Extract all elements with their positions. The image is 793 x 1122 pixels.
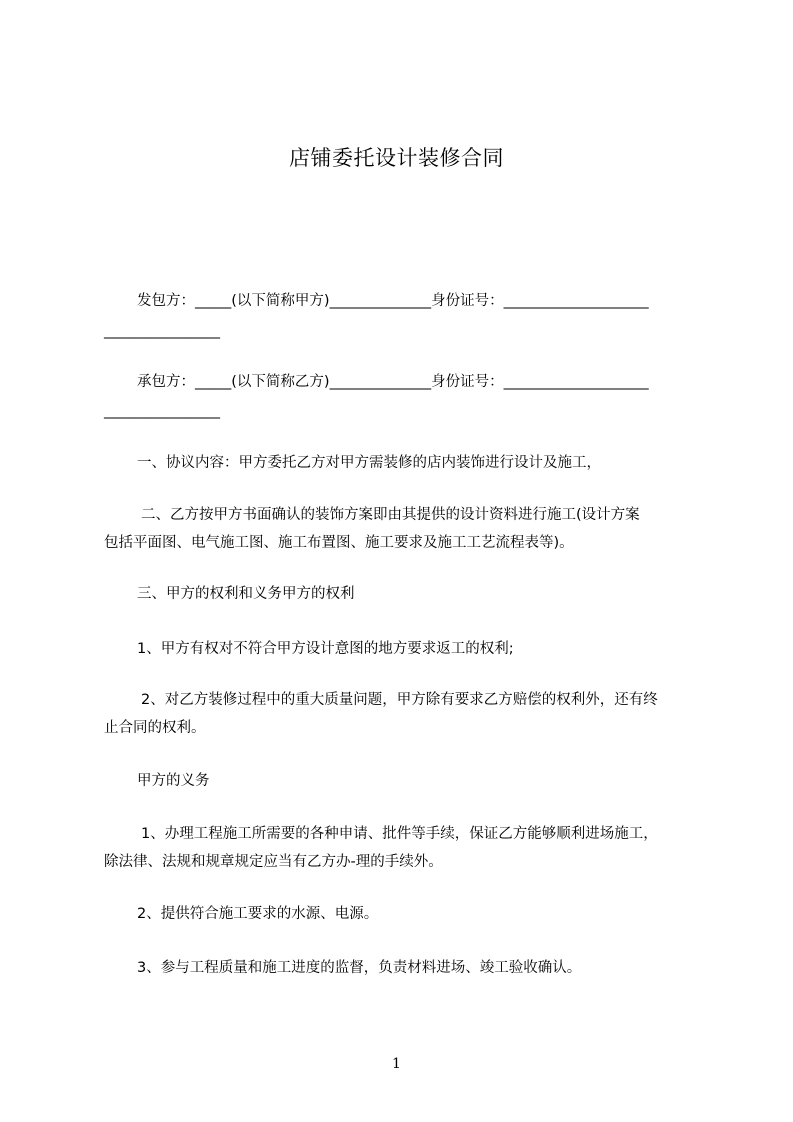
party-b-line-continued: ________________	[104, 403, 220, 419]
party-a-right-1: 1、甲方有权对不符合甲方设计意图的地方要求返工的权利;	[137, 641, 514, 657]
party-a-line-continued: ________________	[104, 323, 220, 339]
clause-3-heading: 三、甲方的权利和义务甲方的权利	[137, 586, 355, 602]
obligation-2: 2、提供符合施工要求的水源、电源。	[137, 906, 379, 922]
obligation-1: 1、办理工程施工所需要的各种申请、批件等手续，保证乙方能够顺利进场施工，	[141, 826, 658, 842]
clause-1: 一、协议内容：甲方委托乙方对甲方需装修的店内装饰进行设计及施工，	[137, 455, 601, 471]
clause-2-continued: 包括平面图、电气施工图、施工布置图、施工要求及施工工艺流程表等)。	[104, 535, 574, 551]
party-a-right-2-continued: 止合同的权利。	[104, 720, 206, 736]
document-title: 店铺委托设计装修合同	[289, 146, 504, 170]
party-a-right-2: 2、对乙方装修过程中的重大质量问题，甲方除有要求乙方赔偿的权利外，还有终	[141, 692, 658, 708]
party-a-line: 发包方：_____(以下简称甲方)______________身份证号：____________________	[137, 293, 649, 309]
obligation-1-continued: 除法律、法规和规章规定应当有乙方办-理的手续外。	[104, 854, 443, 870]
obligation-3: 3、参与工程质量和施工进度的监督，负责材料进场、竣工验收确认。	[137, 960, 582, 976]
clause-2: 二、乙方按甲方书面确认的装饰方案即由其提供的设计资料进行施工(设计方案	[141, 507, 640, 523]
page-number: 1	[392, 1056, 401, 1072]
party-a-obligations-heading: 甲方的义务	[137, 773, 210, 789]
party-b-line: 承包方：_____(以下简称乙方)______________身份证号：____________________	[137, 374, 649, 390]
